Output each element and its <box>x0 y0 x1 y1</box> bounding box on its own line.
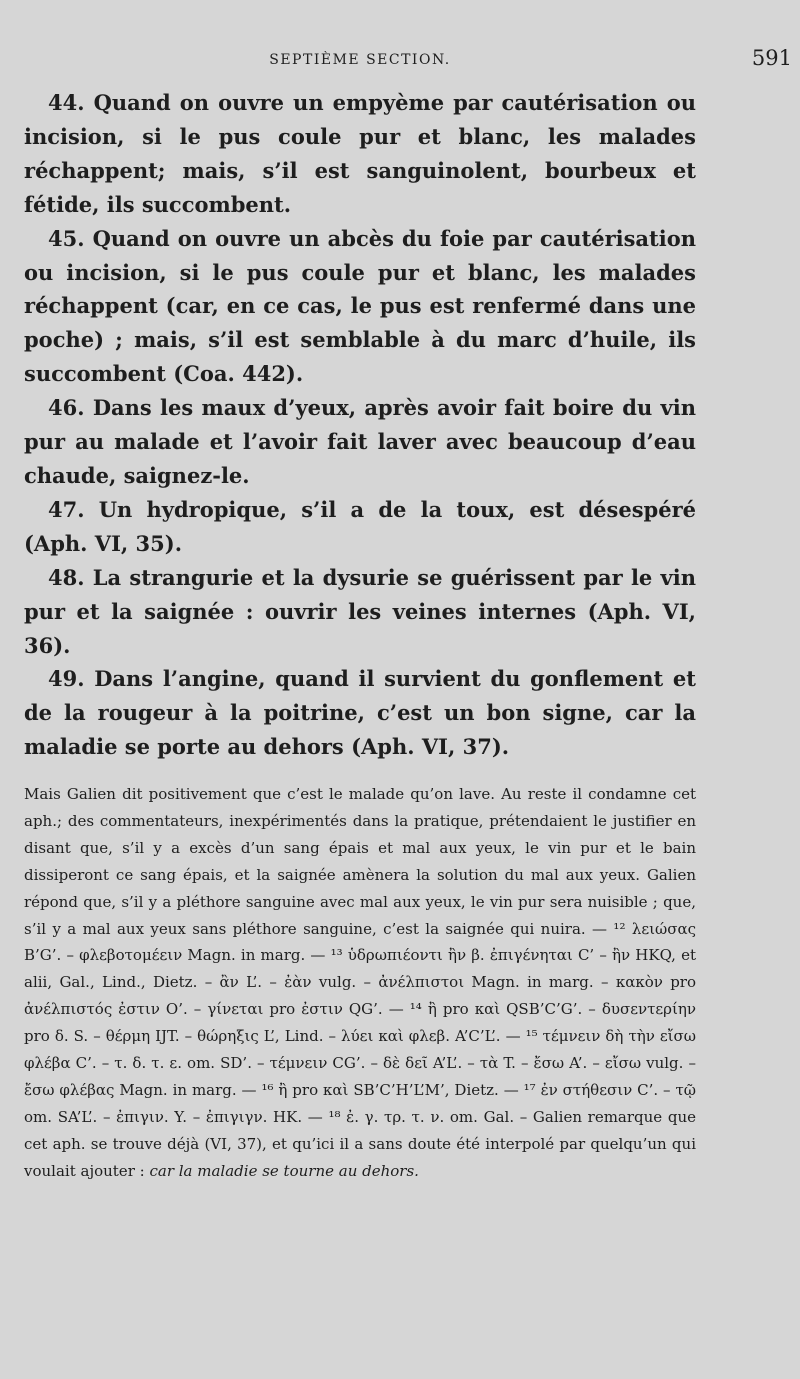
footnote-text: Mais Galien dit positivement que c’est le malade qu’on lave. Au reste il condamne cet aph.; des commentateurs, inexpérimentés dans la pratique, prétendaient le justifier en disant que, s’il y a excès d’un sang épais et mal aux yeux, le vin pur et le bain dissiperont ce sang épais, et la saignée amènera la solution du mal aux yeux. Galien répond que, s’il y a pléthore sanguine avec mal aux yeux, le vin pur sera nuisible ; que, s’il y a mal aux yeux sans pléthore sanguine, c’est la saignée qui nuira. — ¹² λειώσας B’G’. – φλεβοτομέειν Magn. in marg. — ¹³ ὑδρωπιέοντι ἢν β. ἐπιγένηται C’ – ἢν HKQ, et alii, Gal., Lind., Dietz. – ἂν L’. – ἐὰν vulg. – ἀνέλπιστοι Magn. in marg. – κακὸν pro ἀνέλπιστός ἐστιν O’. – γίνεται pro ἐστιν QG’. — ¹⁴ ἢ pro καὶ QSB’C’G’. – δυσεντερίην pro δ. S. – θέρμη IJT. – θώρηξις L’, Lind. – λύει καὶ φλεβ. A’C’L’. — ¹⁵ τέμνειν δὴ τὴν εἴσω φλέβα C’. – τ. δ. τ. ε. om. SD’. – τέμνειν CG’. – δὲ δεῖ A’L’. – τὰ T. – ἔσω A’. – εἴσω vulg. – ἔσω φλέβας Magn. in marg. — ¹⁶ ἢ pro καὶ SB’C’H’L’M’, Dietz. — ¹⁷ ἐν στήθεσιν C’. – τῷ om. SA’L’. – ἐπιγιν. Y. – ἐπιγιγν. HK. — ¹⁸ ἐ. γ. τρ. τ. ν. om. Gal. – Galien remarque que cet aph. se trouve déjà (VI, 37), et qu’ici il a sans doute été interpolé par quelqu’un qui voulait ajouter : <box>24 785 696 1180</box>
footnote-paragraph <box>24 781 696 1185</box>
aphorism-46: 46. Dans les maux d’yeux, après avoir fait boire du vin pur au malade et l’avoir fait laver avec beaucoup d’eau chaude, saignez-le. <box>24 395 696 488</box>
running-header <box>24 46 792 76</box>
footnote-italic-quote: car la maladie se tourne au dehors. <box>149 1161 419 1180</box>
section-title: SEPTIÈME SECTION. <box>269 52 451 68</box>
footnotes <box>24 781 696 1185</box>
aphorism-44: 44. Quand on ouvre un empyème par cautérisation ou incision, si le pus coule pur et blanc, les malades réchappent; mais, s’il est sanguinolent, bourbeux et fétide, ils succombent. <box>24 90 696 217</box>
aphorism-49: 49. Dans l’angine, quand il survient du gonflement et de la rougeur à la poitrine, c’est un bon signe, car la maladie se porte au dehors (Aph. VI, 37). <box>24 666 696 760</box>
aphorism-48: 48. La strangurie et la dysurie se guérissent par le vin pur et la saignée : ouvrir les veines internes (Aph. VI, 36). <box>24 564 696 658</box>
aphorism-47: 47. Un hydropique, s’il a de la toux, est désespéré (Aph. VI, 35). <box>24 496 696 556</box>
aphorism-45: 45. Quand on ouvre un abcès du foie par cautérisation ou incision, si le pus coule pur et blanc, les malades réchappent (car, en ce cas, le pus est renfermé dans une poche) ; mais, s’il est semblable à du marc d’huile, ils succombent (Coa. 442). <box>24 225 696 387</box>
page-number: 591 <box>751 46 792 70</box>
aphorisms-body <box>24 86 696 764</box>
